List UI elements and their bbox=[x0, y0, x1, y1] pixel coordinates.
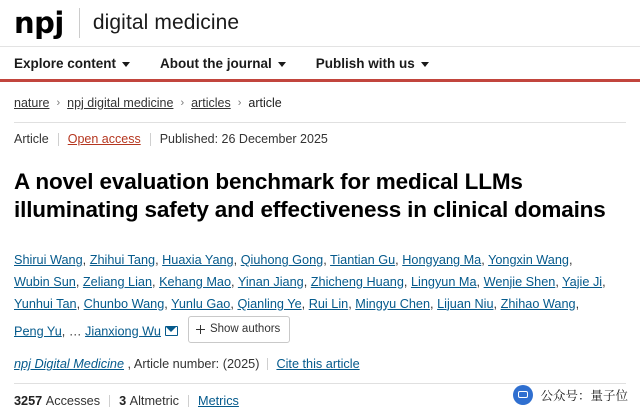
author-link[interactable]: Zeliang Lian bbox=[82, 274, 153, 289]
article-meta bbox=[0, 123, 640, 146]
chevron-down-icon bbox=[421, 62, 429, 67]
meta-divider bbox=[58, 133, 59, 146]
breadcrumb-separator-icon: › bbox=[56, 97, 61, 109]
email-icon[interactable] bbox=[165, 326, 178, 336]
article-type-label: Article bbox=[14, 132, 49, 146]
accesses-label: Accesses bbox=[45, 394, 101, 409]
author-link[interactable]: Chunbo Wang bbox=[83, 296, 165, 311]
author-link[interactable]: Kehang Mao bbox=[159, 274, 232, 289]
chevron-down-icon bbox=[278, 62, 286, 67]
author-link[interactable]: Tiantian Gu bbox=[330, 253, 396, 267]
logo-divider bbox=[79, 8, 80, 38]
article-number-label: Article number: bbox=[133, 357, 220, 372]
author-list: Shirui Wang, Zhihui Tang, Huaxia Yang, Qiuhong Gong, Tiantian Gu, Hongyang Ma, Yongxin Wang, Wubin Sun, Zeliang Lian, Kehang Mao, Yinan Jiang, Zhicheng Huang, Lingyun Ma, Wenjie Shen, Yajie Ji, Yunhui Tan, Chunbo Wang, Yunlu Gao, Qianling Ye, Rui Lin, Mingyu Chen, Lijuan Niu, Zhihao Wang, Peng Yu, … Jianxiong Wu Show authors bbox=[0, 238, 640, 343]
breadcrumb-item-articles[interactable]: articles bbox=[191, 96, 231, 110]
show-authors-button[interactable] bbox=[188, 316, 290, 344]
watermark bbox=[509, 383, 632, 407]
author-link[interactable]: Zhihao Wang bbox=[500, 296, 576, 311]
author-link[interactable]: Qiuhong Gong bbox=[240, 253, 324, 267]
author-link[interactable]: Lijuan Niu bbox=[437, 296, 494, 311]
accesses-count: 3257 bbox=[14, 394, 43, 409]
author-link[interactable]: Mingyu Chen bbox=[355, 296, 431, 311]
breadcrumb-item-npj-digital-medicine[interactable]: npj digital medicine bbox=[67, 96, 174, 110]
nav-item-publish-with-us[interactable] bbox=[316, 56, 429, 71]
author-link[interactable]: Peng Yu bbox=[14, 323, 62, 338]
author-list-ellipsis: … bbox=[68, 323, 82, 338]
author-link[interactable]: Huaxia Yang bbox=[162, 253, 234, 267]
author-link[interactable]: Zhicheng Huang bbox=[310, 274, 404, 289]
author-link[interactable]: Hongyang Ma bbox=[402, 253, 482, 267]
published-date: Published: 26 December 2025 bbox=[159, 132, 328, 146]
journal-name-link[interactable]: npj Digital Medicine bbox=[14, 357, 125, 372]
metrics-link[interactable]: Metrics bbox=[198, 394, 239, 409]
main-navigation bbox=[0, 46, 640, 82]
article-number-value: (2025) bbox=[222, 357, 260, 372]
meta-divider bbox=[150, 133, 151, 146]
author-link[interactable]: Rui Lin bbox=[308, 296, 349, 311]
breadcrumb-separator-icon: › bbox=[180, 97, 185, 109]
plus-icon bbox=[196, 325, 205, 334]
author-link[interactable]: Qianling Ye bbox=[237, 296, 302, 311]
nav-item-about-the-journal-label: About the journal bbox=[160, 55, 272, 71]
altmetric-label: Altmetric bbox=[129, 394, 179, 409]
nav-item-explore-content-label: Explore content bbox=[14, 55, 117, 71]
altmetric-count: 3 bbox=[119, 394, 127, 409]
breadcrumb bbox=[0, 82, 640, 110]
watermark-text: 公众号：量子位 bbox=[540, 388, 628, 403]
metrics-divider bbox=[188, 395, 189, 407]
open-access-badge[interactable]: Open access bbox=[67, 132, 141, 146]
nav-item-explore-content[interactable] bbox=[14, 56, 130, 71]
article-citation: npj Digital Medicine , Article number: (2025) Cite this article bbox=[14, 357, 360, 372]
breadcrumb-item-article: article bbox=[248, 96, 282, 110]
author-link[interactable]: Yinan Jiang bbox=[237, 274, 304, 289]
author-link[interactable]: Yunhui Tan bbox=[14, 296, 77, 311]
author-link[interactable]: Yajie Ji bbox=[562, 274, 603, 289]
nav-item-publish-with-us-label: Publish with us bbox=[315, 55, 415, 71]
author-link[interactable]: Zhihui Tang bbox=[89, 253, 156, 267]
author-link[interactable]: Yunlu Gao bbox=[171, 296, 231, 311]
metrics-divider bbox=[109, 395, 110, 407]
nav-item-about-the-journal[interactable] bbox=[160, 56, 286, 71]
author-link[interactable]: Shirui Wang bbox=[14, 253, 83, 267]
cite-this-article-link[interactable]: Cite this article bbox=[276, 357, 360, 372]
author-link[interactable]: Wenjie Shen bbox=[483, 274, 556, 289]
journal-masthead bbox=[0, 0, 640, 46]
breadcrumb-separator-icon: › bbox=[237, 97, 242, 109]
wechat-badge-icon bbox=[513, 385, 533, 405]
author-link[interactable]: Yongxin Wang bbox=[488, 253, 569, 267]
journal-title[interactable]: digital medicine bbox=[92, 11, 240, 34]
chevron-down-icon bbox=[122, 62, 130, 67]
page-title: A novel evaluation benchmark for medical LLMs illuminating safety and effectiveness in clinical domains bbox=[14, 169, 606, 222]
show-authors-label: Show authors bbox=[209, 322, 281, 335]
breadcrumb-item-nature[interactable]: nature bbox=[14, 96, 50, 110]
author-link[interactable]: Lingyun Ma bbox=[410, 274, 477, 289]
citation-divider bbox=[267, 358, 268, 370]
npj-logo[interactable]: npj bbox=[14, 5, 64, 40]
author-link[interactable]: Wubin Sun bbox=[14, 274, 76, 289]
corresponding-author-link[interactable]: Jianxiong Wu bbox=[85, 323, 161, 338]
